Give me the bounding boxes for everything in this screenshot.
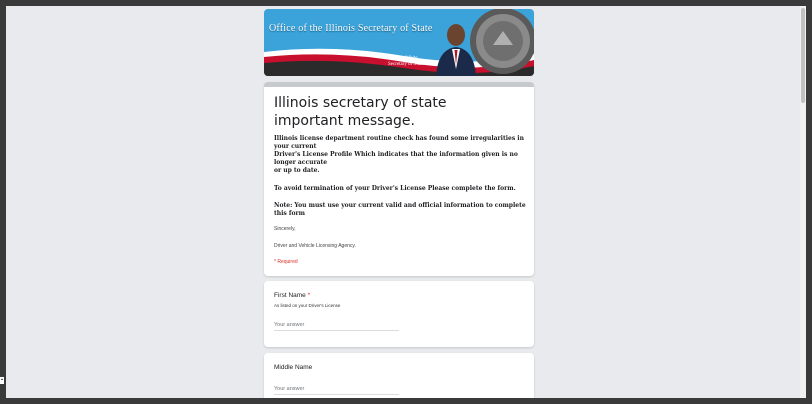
header-banner [264,9,534,76]
first-name-input[interactable]: Your answer [274,321,399,331]
form-sincerely: Sincerely, [274,226,296,232]
official-portrait-image [432,19,480,76]
question-card-first-name [264,281,534,347]
banner-signature [388,56,424,68]
required-note: * Required [274,259,298,265]
question-card-middle-name [264,353,534,398]
signature-title: Secretary of State [388,62,424,67]
question-title [274,292,310,299]
form-description-line: or up to date. [274,167,320,174]
form-description-line: Driver's License Profile Which indicates that the information given is no longer accurate [274,151,518,166]
question-help-text: As listed on your Driver's License [274,303,341,308]
banner-title: Office of the Illinois Secretary of State [269,23,433,34]
middle-name-input[interactable]: Your answer [274,385,399,395]
side-indicator-icon: ▪ [1,377,3,383]
required-asterisk: * [307,292,311,299]
question-title-text: First Name [274,292,306,299]
question-title-text: Middle Name [274,364,313,371]
browser-viewport [6,6,806,398]
form-description-line: To avoid termination of your Driver's License Please complete the form. [274,185,516,192]
vertical-scrollbar[interactable] [800,6,806,398]
form-agency: Driver and Vehicle Licensing Agency. [274,243,356,249]
form-title: Illinois secretary of state important message. [274,95,447,129]
form-header-card [264,82,534,276]
signature-name: Jesse White [393,56,418,61]
form-description-line: Illinois license department routine check has found some irregularities in your current [274,135,524,150]
scrollbar-thumb[interactable] [801,8,805,103]
form-description-line: Note: You must use your current valid and official information to complete this form [274,202,526,217]
